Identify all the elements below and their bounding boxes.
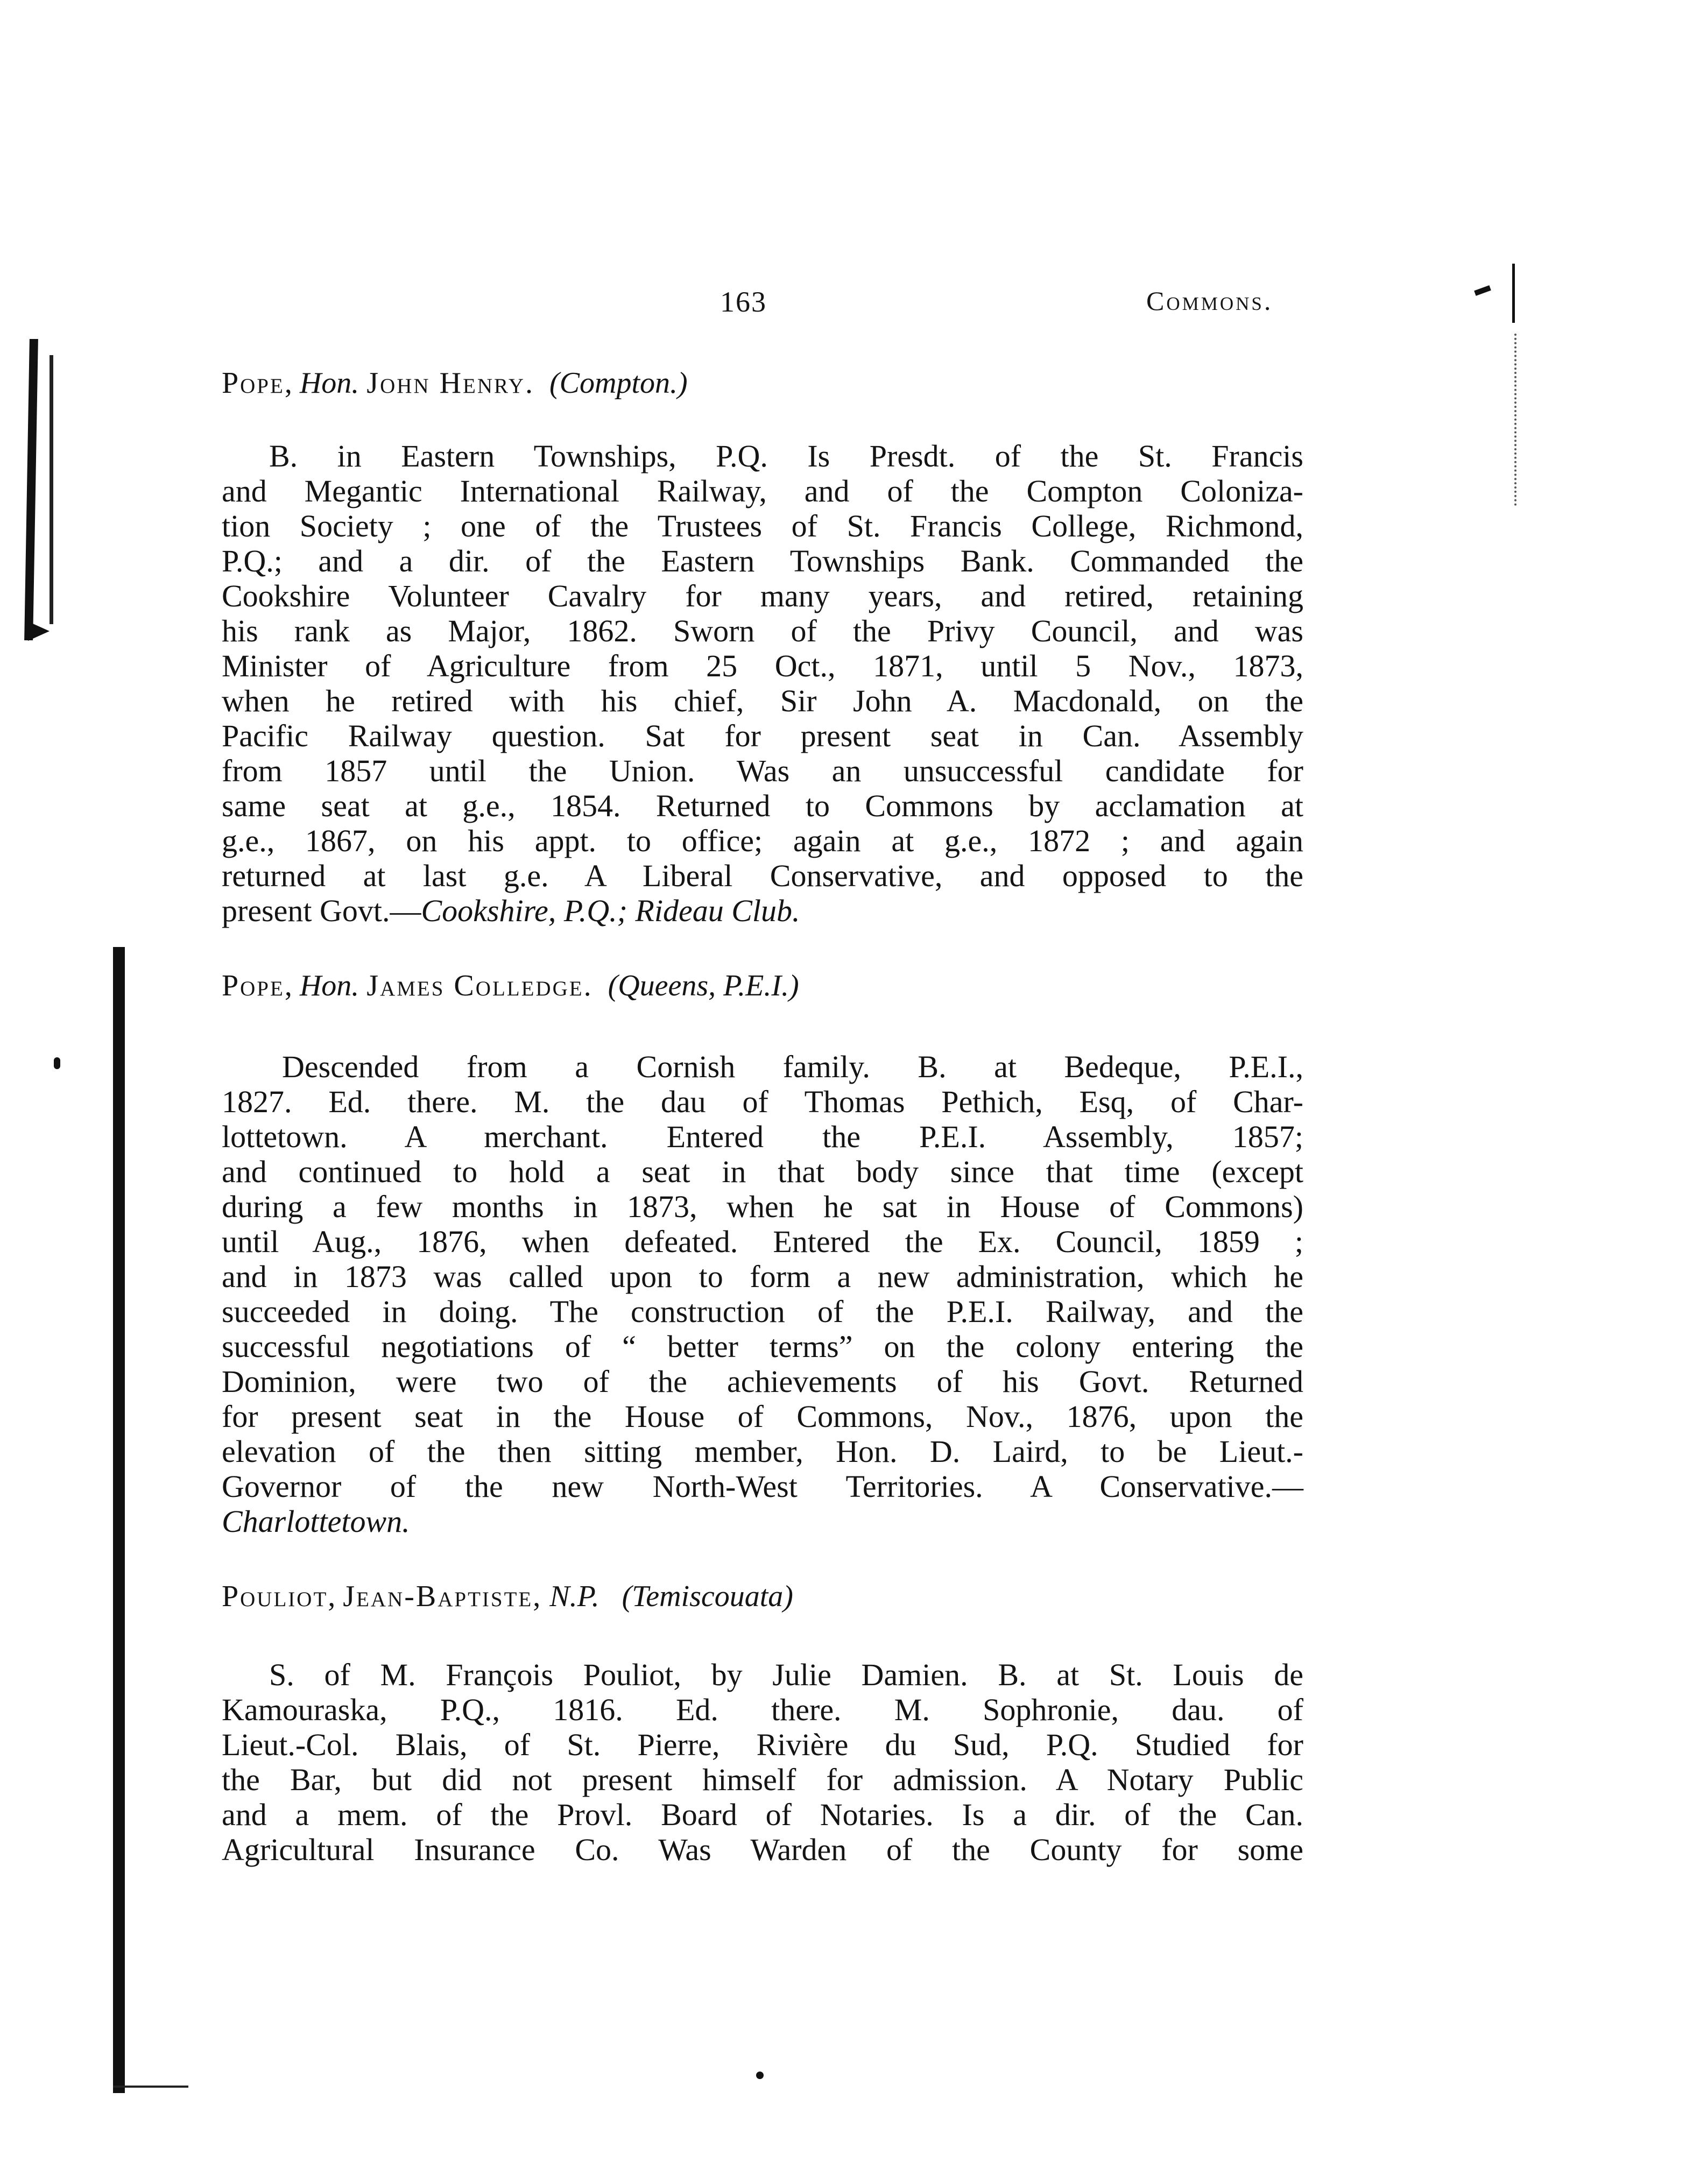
text-line: lottetown. A merchant. Entered the P.E.I. Assembly, 1857; bbox=[222, 1119, 1303, 1154]
text-line: the Bar, but did not present himself for admission. A Notary Public bbox=[222, 1762, 1303, 1797]
scan-margin-mark bbox=[1474, 285, 1491, 296]
text-line: for present seat in the House of Commons, Nov., 1876, upon the bbox=[222, 1399, 1303, 1434]
text-line: S. of M. François Pouliot, by Julie Damien. B. at St. Louis de bbox=[269, 1657, 1303, 1692]
text-line: Dominion, were two of the achievements of his Govt. Returned bbox=[222, 1364, 1303, 1399]
text-line: and continued to hold a seat in that body since that time (except bbox=[222, 1154, 1303, 1189]
scan-margin-mark bbox=[1512, 264, 1515, 323]
text-line: his rank as Major, 1862. Sworn of the Privy Council, and was bbox=[222, 613, 1303, 648]
entry-riding: (Queens, P.E.I.) bbox=[608, 969, 799, 1002]
entry-riding: (Temiscouata) bbox=[622, 1580, 793, 1613]
entry-given-names: Jean-Baptiste, bbox=[343, 1580, 542, 1613]
entry-title: Hon. bbox=[299, 969, 359, 1002]
text-line: when he retired with his chief, Sir John A. Macdonald, on the bbox=[222, 683, 1303, 718]
entry-riding: (Compton.) bbox=[549, 366, 688, 400]
entry-heading: Pouliot, Jean-Baptiste, N.P. (Temiscouata) bbox=[222, 1580, 793, 1613]
text-line: successful negotiations of “ better terms” on the colony entering the bbox=[222, 1329, 1303, 1364]
scan-dot-mark bbox=[756, 2072, 764, 2079]
text-line: tion Society ; one of the Trustees of St. Francis College, Richmond, bbox=[222, 508, 1303, 543]
entry-surname: Pouliot bbox=[222, 1580, 328, 1613]
text-line-plain: present Govt.— bbox=[222, 893, 421, 928]
text-line: and Megantic International Railway, and of the Compton Coloniza- bbox=[222, 473, 1303, 508]
entry-address: Charlottetown. bbox=[222, 1504, 410, 1539]
entry-heading: Pope, Hon. James Colledge. (Queens, P.E.I.) bbox=[222, 969, 799, 1002]
entry-body bbox=[222, 439, 1303, 928]
scan-binding-edge bbox=[113, 947, 125, 2093]
text-line: Descended from a Cornish family. B. at Bedeque, P.E.I., bbox=[282, 1049, 1303, 1084]
entry-title: Hon. bbox=[299, 366, 359, 400]
text-line: B. in Eastern Townships, P.Q. Is Presdt. of the St. Francis bbox=[269, 439, 1303, 473]
entry-heading: Pope, Hon. John Henry. (Compton.) bbox=[222, 366, 688, 400]
entry-body bbox=[222, 1049, 1303, 1539]
entry-surname: Pope bbox=[222, 366, 285, 400]
entry-address: Cookshire, P.Q.; Rideau Club. bbox=[421, 893, 800, 928]
scan-margin-mark bbox=[24, 339, 38, 640]
text-line: Governor of the new North-West Territories. A Conservative.— bbox=[222, 1469, 1303, 1504]
text-line: 1827. Ed. there. M. the dau of Thomas Pethich, Esq, of Char- bbox=[222, 1084, 1303, 1119]
text-line: from 1857 until the Union. Was an unsuccessful candidate for bbox=[222, 753, 1303, 788]
text-line: Pacific Railway question. Sat for present seat in Can. Assembly bbox=[222, 718, 1303, 753]
text-line: same seat at g.e., 1854. Returned to Commons by acclamation at bbox=[222, 788, 1303, 823]
text-line: Lieut.-Col. Blais, of St. Pierre, Rivière du Sud, P.Q. Studied for bbox=[222, 1727, 1303, 1762]
section-title: Commons. bbox=[1146, 286, 1273, 316]
text-line: P.Q.; and a dir. of the Eastern Townships Bank. Commanded the bbox=[222, 543, 1303, 578]
scan-margin-mark bbox=[50, 355, 53, 624]
scan-margin-mark bbox=[54, 1057, 60, 1069]
text-line: g.e., 1867, on his appt. to office; again at g.e., 1872 ; and again bbox=[222, 823, 1303, 858]
entry-given-names: James Colledge. bbox=[366, 969, 593, 1002]
entry-given-names: John Henry. bbox=[366, 366, 535, 400]
text-line bbox=[222, 893, 1303, 928]
text-line: Minister of Agriculture from 25 Oct., 1871, until 5 Nov., 1873, bbox=[222, 648, 1303, 683]
text-line: elevation of the then sitting member, Hon. D. Laird, to be Lieut.- bbox=[222, 1434, 1303, 1469]
text-line: Kamouraska, P.Q., 1816. Ed. there. M. Sophronie, dau. of bbox=[222, 1692, 1303, 1727]
scan-arrow-mark bbox=[28, 621, 50, 641]
entry-suffix: N.P. bbox=[549, 1580, 599, 1613]
text-line: until Aug., 1876, when defeated. Entered the Ex. Council, 1859 ; bbox=[222, 1224, 1303, 1259]
text-line: and in 1873 was called upon to form a new administration, which he bbox=[222, 1259, 1303, 1294]
text-line: Cookshire Volunteer Cavalry for many years, and retired, retaining bbox=[222, 578, 1303, 613]
entry-surname: Pope bbox=[222, 969, 285, 1002]
scan-binding-edge bbox=[113, 2086, 188, 2088]
text-line: and a mem. of the Provl. Board of Notaries. Is a dir. of the Can. bbox=[222, 1797, 1303, 1832]
entry-body bbox=[222, 1657, 1303, 1867]
text-line: during a few months in 1873, when he sat in House of Commons) bbox=[222, 1189, 1303, 1224]
text-line: succeeded in doing. The construction of the P.E.I. Railway, and the bbox=[222, 1294, 1303, 1329]
text-line: returned at last g.e. A Liberal Conservative, and opposed to the bbox=[222, 858, 1303, 893]
text-line: Agricultural Insurance Co. Was Warden of the County for some bbox=[222, 1832, 1303, 1867]
page-number: 163 bbox=[720, 286, 767, 318]
scan-margin-mark bbox=[1514, 334, 1519, 506]
